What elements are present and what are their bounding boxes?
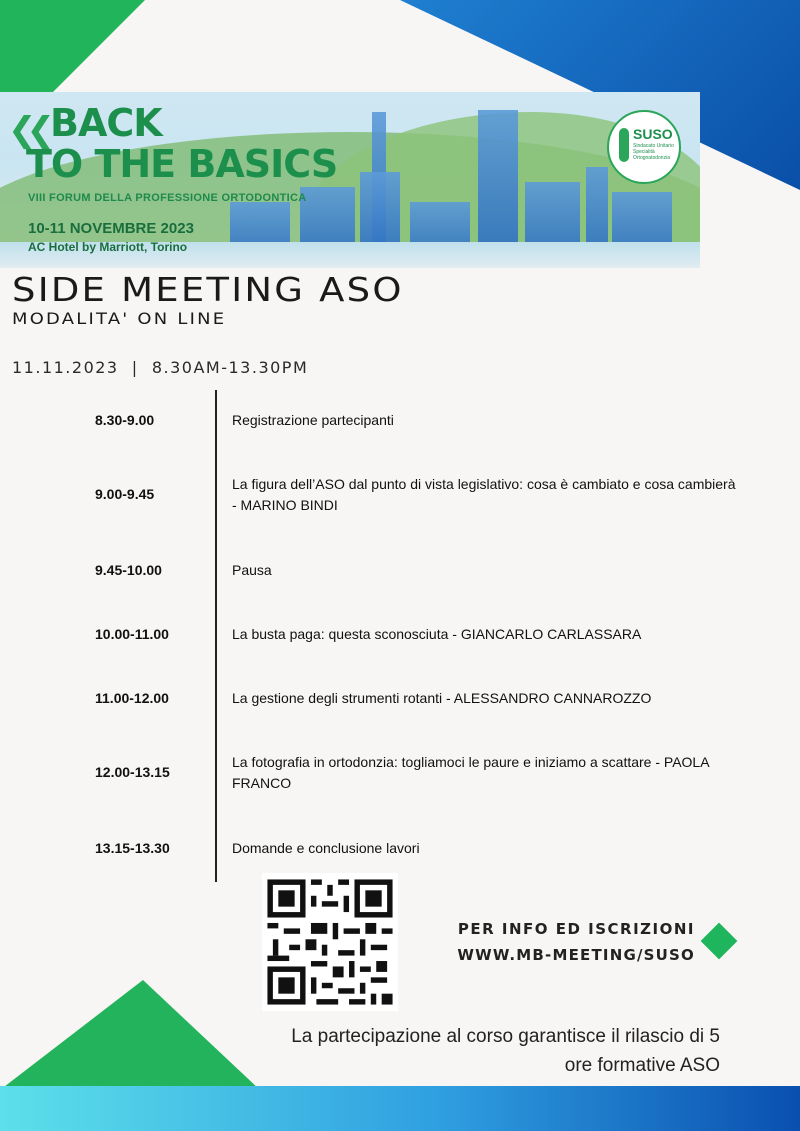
schedule-desc: La gestione degli strumenti rotanti - ALESSANDRO CANNAROZZO (232, 690, 652, 706)
banner-venue: AC Hotel by Marriott, Torino (28, 240, 188, 254)
schedule-time: 12.00-13.15 (95, 764, 170, 780)
schedule-desc: Domande e conclusione lavori (232, 840, 420, 856)
schedule-desc: Registrazione partecipanti (232, 412, 394, 428)
banner-title-line1: BACK (50, 101, 162, 145)
schedule-divider (215, 390, 217, 882)
schedule-time: 9.00-9.45 (95, 486, 155, 502)
qr-code-icon (262, 873, 398, 1011)
logo-text: SUSO (633, 126, 673, 142)
page-subtitle: MODALITA' ON LINE (12, 309, 227, 328)
banner-title-line2: TO THE BASICS (26, 142, 338, 186)
suso-logo (607, 110, 681, 184)
credits-note-line2: ore formative ASO (564, 1055, 720, 1076)
diamond-icon (701, 923, 738, 960)
schedule-desc: Pausa (232, 562, 272, 578)
schedule-desc: La fotografia in ortodonzia: togliamoci le paure e iniziamo a scattare - PAOLA FRANCO (232, 754, 709, 791)
info-heading: PER INFO ED ISCRIZIONI (457, 920, 695, 938)
logo-figure-icon (619, 128, 629, 162)
banner-dates: 10-11 NOVEMBRE 2023 (28, 220, 194, 237)
schedule-time: 13.15-13.30 (95, 840, 170, 856)
schedule-desc: La figura dell’ASO dal punto di vista legislativo: cosa è cambiato e cosa cambierà - MARINO BINDI (232, 476, 736, 513)
bottom-gradient-bar (0, 1086, 800, 1131)
page-title: SIDE MEETING ASO (12, 270, 404, 309)
schedule-time: 10.00-11.00 (95, 626, 169, 642)
schedule-time: 9.45-10.00 (95, 562, 162, 578)
schedule-time: 11.00-12.00 (95, 690, 169, 706)
credits-note-line1: La partecipazione al corso garantisce il rilascio di 5 (291, 1026, 720, 1047)
qr-code[interactable] (262, 873, 398, 1011)
banner-forum: VIII FORUM DELLA PROFESSIONE ORTODONTICA (28, 192, 307, 204)
info-website-link[interactable]: WWW.MB-MEETING/SUSO (457, 946, 695, 964)
double-chevron-icon: ❮❮ (8, 110, 45, 150)
schedule-desc: La busta paga: questa sconosciuta - GIANCARLO CARLASSARA (232, 626, 642, 642)
schedule-time: 8.30-9.00 (95, 412, 155, 428)
event-date-time: 11.11.2023 | 8.30AM-13.30PM (12, 358, 309, 377)
logo-subtext: Sindacato Unitario Specialità Ortognatodonzia (633, 143, 674, 161)
